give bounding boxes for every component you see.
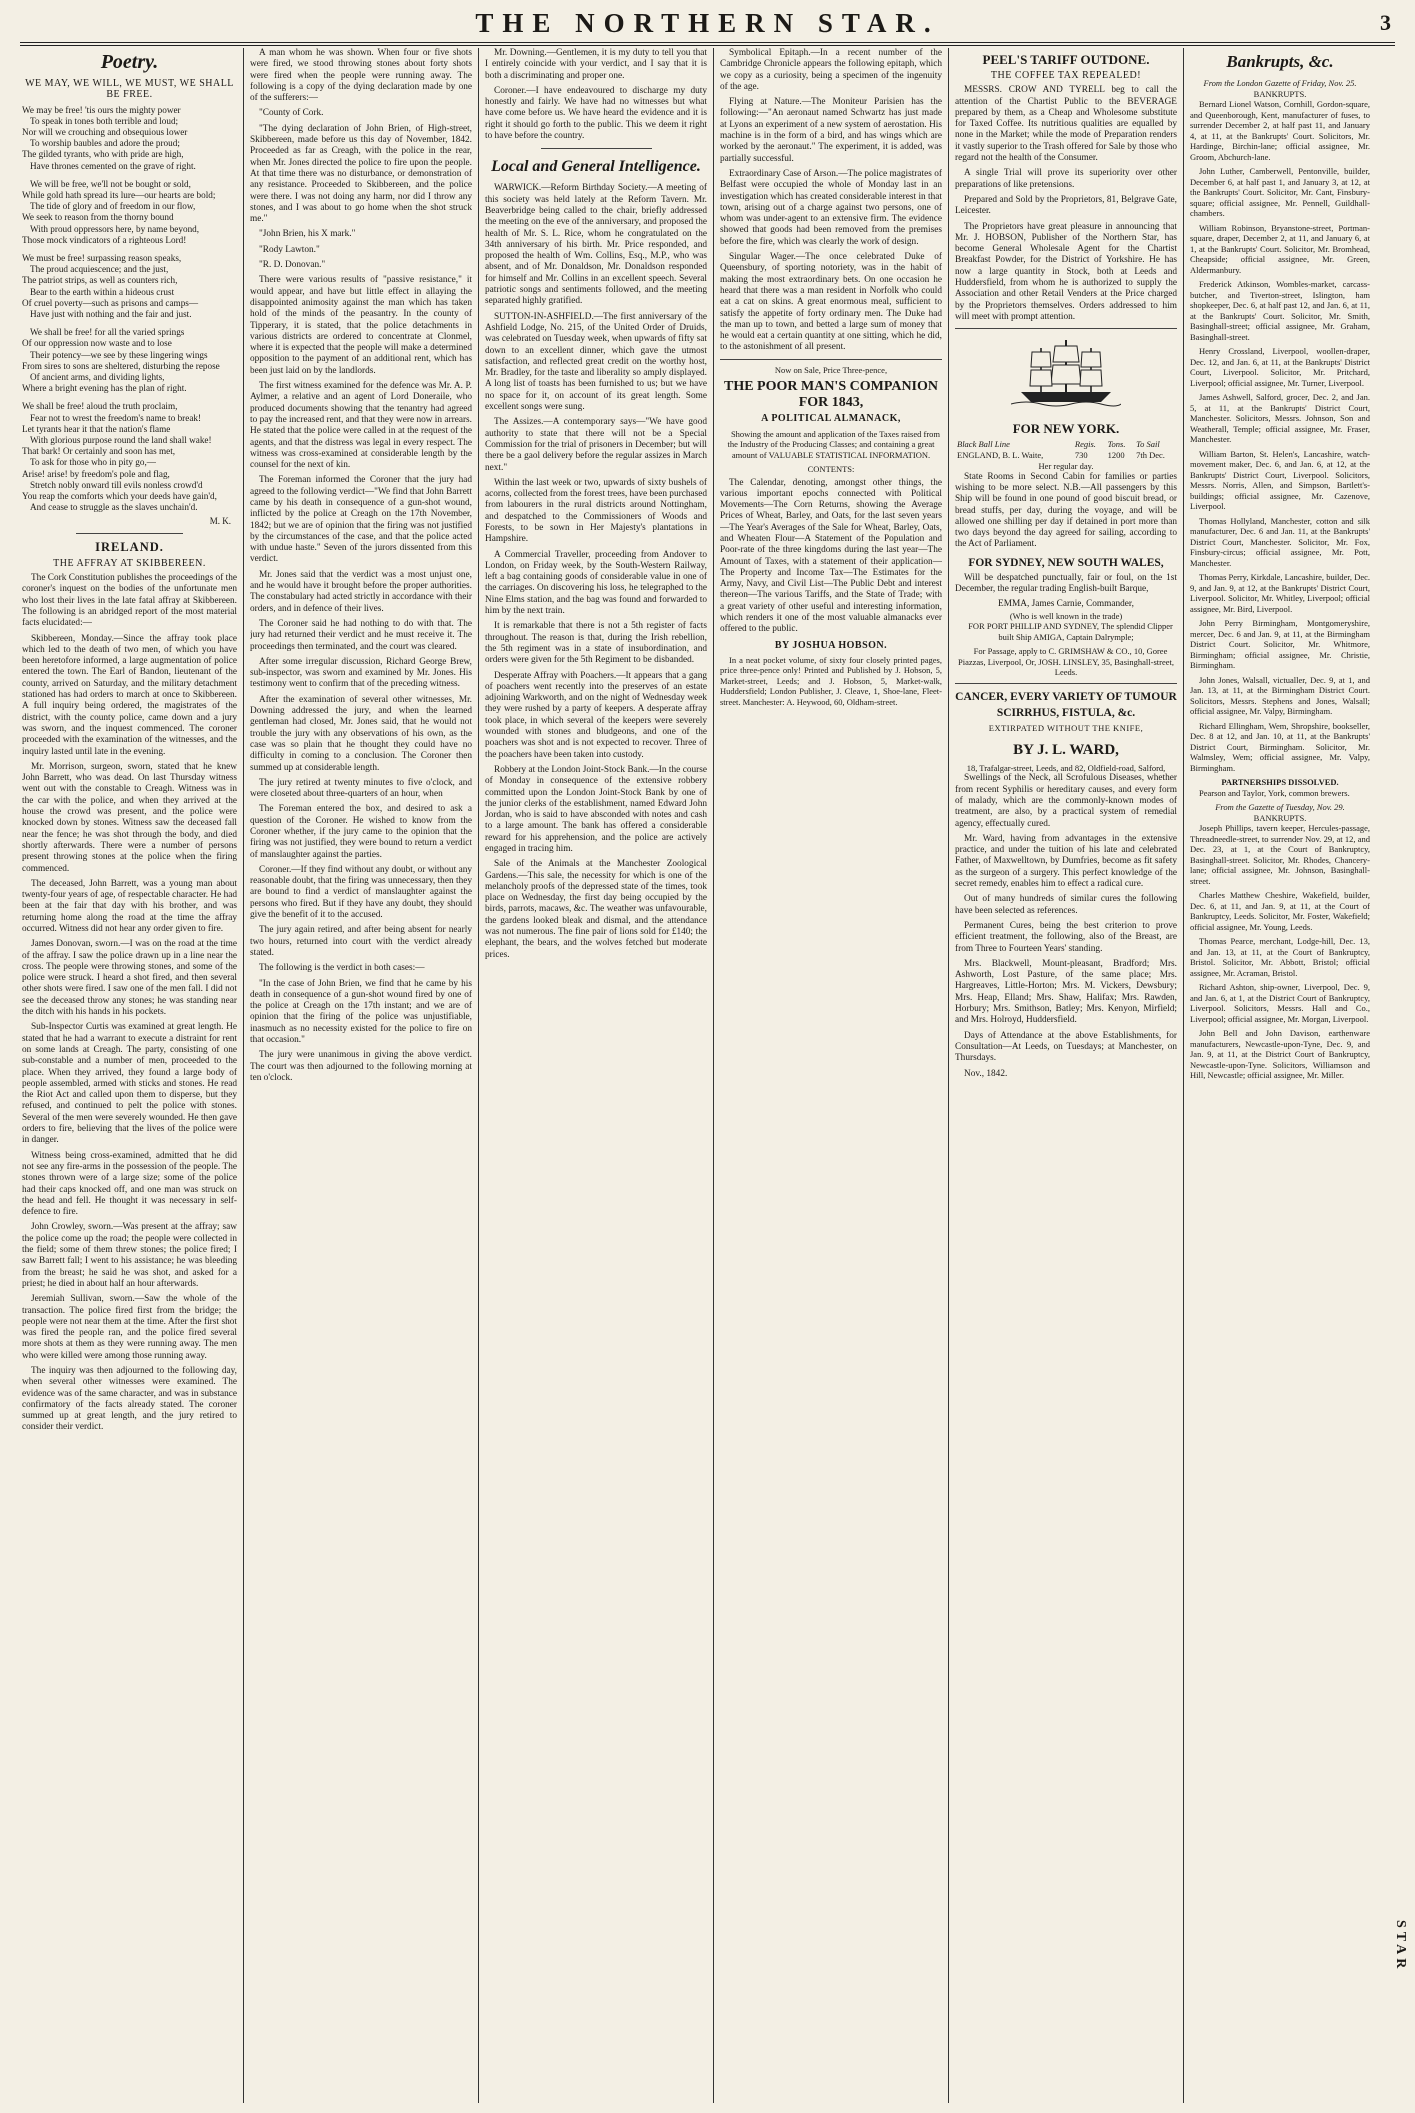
gazette-date-2: From the Gazette of Tuesday, Nov. 29. — [1215, 802, 1345, 812]
paragraph: Joseph Phillips, tavern keeper, Hercules-passage, Threadneedle-street, to surrender Nov. 29, at 12, and Dec. 23, at 1, at the Court of Bankruptcy, Basinghall-street. Solicitor, Mr. Rhodes, Chancery-lane; official assignee, Mr. Johnson, Basinghall-street. — [1190, 823, 1370, 886]
bankrupts-heading: Bankrupts, &c. — [1226, 52, 1334, 71]
paragraph: The Foreman entered the box, and desired to ask a question of the Coroner. He wished to know from the Coroner whether, if the jury came to the opinion that the firing was not justified, they were bound to return a verdict of manslaughter against the parties. — [250, 804, 472, 860]
poem-line: And cease to struggle as the slaves unchain'd. — [30, 502, 198, 513]
newspaper-title: THE NORTHERN STAR. — [475, 8, 940, 38]
paragraph: John Jones, Walsall, victualler, Dec. 9, at 1, and Jan. 13, at 11, at the Birmingham District Court. Solicitors, Messrs. Stephens and Jones, Walsall; official assignee, Mr. Valpy, Birmingham. — [1190, 674, 1370, 716]
paragraph: Flying at Nature.—The Moniteur Parisien has the following:—"An aeronaut named Schwartz has just made at Lyons an experiment of a new system of aerostation. His machine is in the form of a bird, and has wings which are worked by the aeronaut." The experiment, it is added, was partially successful. — [720, 97, 942, 164]
paragraph: The Coroner said he had nothing to do with that. The jury had returned their verdict and he must receive it. The proceedings then terminated, and the court was cleared. — [250, 618, 472, 652]
contents-label: CONTENTS: — [807, 464, 855, 475]
ship-paragraph: State Rooms in Second Cabin for families or parties wishing to be more select. N.B.—All passengers by this Ship will be found in one pound of good biscuit bread, or bread stuffs, per day, during the voyage, and will be allowed one shilling per day if detained in port more than two days beyond the day agreed for sailing, according to the Act of Parliament. — [955, 471, 1177, 550]
paragraph: Mr. Downing.—Gentlemen, it is my duty to tell you that I entirely coincide with your verdict, and I say that it is both a discriminating and proper one. — [485, 48, 707, 81]
paragraph: "Rody Lawton." — [259, 244, 320, 255]
paragraph: Thomas Pearce, merchant, Lodge-hill, Dec. 13, and Jan. 13, at 11, at the Court of Bankruptcy, Bristol. Solicitor, Mr. Abbott, Bristol; official assignee, Mr. Acraman, Bristol. — [1190, 936, 1370, 978]
column-divider — [948, 48, 949, 2103]
paragraph: The Proprietors have great pleasure in announcing that Mr. J. HOBSON, Publisher of the Northern Star, has become General Wholesale Agent for the Chartist Breakfast Powder, for the District of Yorkshire. He has now a large quantity in Stock, both at Leeds and Huddersfield, from whom he is authorized to supply the Association and other Retail Venders at the Price charged by the Proprietors themselves. Orders addressed to him will meet with prompt attention. — [955, 221, 1177, 322]
poem-line: To ask for those who in pity go,— — [30, 457, 156, 468]
poem-line: Bear to the earth within a hideous crust — [30, 286, 175, 297]
paragraph: Thomas Hollyland, Manchester, cotton and silk manufacturer, Dec. 6 and Jan. 11, at the Bankrupts' District Court, Manchester. Solicitor, Mr. Fox, Finsbury-circus; official assignee, Mr. Pott, Manchester. — [1190, 515, 1370, 568]
paragraph: Thomas Perry, Kirkdale, Lancashire, builder, Dec. 9, and Jan. 9, at 12, at the Bankrupts' District Court, Liverpool. Solicitor, Mr. Whitley, Liverpool; official assignee, Mr. Bird, Liverpool. — [1190, 572, 1370, 614]
paragraph: Robbery at the London Joint-Stock Bank.—In the course of Monday in consequence of the extensive robbery committed upon the London Joint-Stock Bank by one of the junior clerks of the establishment, named Edward John Jordan, who is said to have absconded with notes and cash to a large amount. The bank has offered a considerable reward for his apprehension, and the police are actively engaged in tracing him. — [485, 764, 707, 854]
paragraph: William Barton, St. Helen's, Lancashire, watch-movement maker, Dec. 6, and Jan. 6, at 12, at the Bankrupts' District Court, Liverpool. Solicitors, Messrs. Norris, Allen, and Simpson, Bartlett's-buildings; official assignee, Mr. Cazenove, Liverpool. — [1190, 448, 1370, 511]
paragraph: Mr. Jones said that the verdict was a most unjust one, and he would have it brought before the proper authorities. The constabulary had acted strictly in accordance with their orders, and in defence of their lives. — [250, 569, 472, 614]
almanack-title: THE POOR MAN'S COMPANION FOR 1843, — [723, 379, 938, 411]
bankrupts-section-2: BANKRUPTS. — [1253, 812, 1307, 823]
poem-line: We may be free! 'tis ours the mighty power — [22, 104, 181, 115]
poem-line: To worship baubles and adore the proud; — [30, 138, 180, 149]
paragraph: Permanent Cures, being the best criterion to prove efficient treatment, the following, also of the Breast, are from Three to Fourteen Years' standing. — [955, 920, 1177, 954]
article-heading-affray: THE AFFRAY AT SKIBBEREEN. — [53, 557, 206, 569]
sydney-heading: FOR SYDNEY, NEW SOUTH WALES, — [968, 556, 1164, 569]
bankrupts-list-1 — [1190, 99, 1370, 773]
paragraph: The Foreman informed the Coroner that the jury had agreed to the following verdict—"We find that John Barrett came by his death in consequence of a gun-shot wound, inflicted by the police at Creagh on the 17th November, 1842; but we are of opinion that the firing was not justified by the circumstances of the case, and that the police acted with undue haste." Seven of the jurors dissented from this verdict. — [250, 475, 472, 565]
tariff-advert — [955, 85, 1177, 323]
paragraph: Swellings of the Neck, all Scrofulous Diseases, whether from recent Syphilis or hereditary causes, and every form of malady, which are the commonly-known modes of treatment, are also, by a practical system of remedial agency, effectually cured. — [955, 773, 1177, 829]
poem-title: WE MAY, WE WILL, WE MUST, WE SHALL BE FREE. — [25, 78, 234, 101]
sailing-table — [955, 439, 1177, 462]
paragraph: Out of many hundreds of similar cures the following have been selected as references. — [955, 894, 1177, 916]
paragraph: John Crowley, sworn.—Was present at the affray; saw the police come up the road; the people were collected in the field; some of them threw stones; the police fired; I saw Barrett fall; I went to his assistance; he was bleeding from the breast; he said he was shot, and asked for a priest; he died in about half an hour afterwards. — [22, 1222, 237, 1289]
paragraph: Jeremiah Sullivan, sworn.—Saw the whole of the transaction. The police fired first from the bridge; the people were not near them at the time. After the first shot was fired the people ran, and the police fired several more shots at them as they were running away. The men who were killed were among those running away. — [22, 1294, 237, 1361]
paragraph: Coroner.—If they find without any doubt, or without any reasonable doubt, that the firing was unnecessary, then they are bound to find a verdict of manslaughter against the persons who fired. But if they have any doubt, they should give the benefit of it to the accused. — [250, 864, 472, 921]
divider — [76, 533, 184, 534]
paragraph: Desperate Affray with Poachers.—It appears that a gang of poachers went recently into the preserves of an estate adjoining Warkworth, and on the night of Wednesday week they were rushed by a party of keepers. A desperate affray took place, in which several of the keepers were severely wounded with stones and bludgeons, and one of the poachers was shot and is not expected to recover. Three of the poachers have been taken into custody. — [485, 670, 707, 760]
poem-line: Have thrones cemented on the grave of right. — [30, 160, 196, 171]
page-edge-text: STAR — [1393, 1920, 1408, 1973]
divider — [720, 359, 942, 360]
column-4 — [720, 48, 942, 2103]
paragraph: MESSRS. CROW AND TYRELL beg to call the attention of the Chartist Public to the BEVERAGE prepared by them, as a Cheap and Wholesome substitute for Taxed Coffee. Its nutritious qualities are equalled by none in the Market; while the mode of Preparation renders it vastly superior to the Trash offered for Sale by those who regard not the health of the Consumer. — [955, 85, 1177, 164]
stanza-break — [22, 320, 237, 327]
paragraph: "In the case of John Brien, we find that he came by his death in consequence of a gun-shot wound fired by one of the police at Creagh on the 17th instant; and we are of opinion that the firing of the police was unjustifiable, inasmuch as no necessity existed for the police to fire on that occasion." — [250, 978, 472, 1046]
paragraph: Frederick Atkinson, Wombles-market, carcass-butcher, and Tiverton-street, Islington, ham shopkeeper, Dec. 6, at half past 12, and Jan. 6, at 11, at the Bankrupts' Court. Solicitor, Mr. Smith, Basinghall-street; official assignee, Mr. Graham, Basinghall-street. — [1190, 279, 1370, 342]
paragraph: "John Brien, his X mark." — [259, 229, 356, 240]
paragraph: Extraordinary Case of Arson.—The police magistrates of Belfast were occupied the whole of Monday last in an investigation which has created considerable interest in that town, arising out of a charge against two persons, one of whom was under-agent to an extensive firm. The evidence showed that goods had been removed from the premises before the fire, which was clearly the work of design. — [720, 168, 942, 247]
poem-line: Have just with nothing and the fair and just. — [30, 309, 192, 320]
paragraph: The jury were unanimous in giving the above verdict. The court was then adjourned to the following morning at ten o'clock. — [250, 1050, 472, 1083]
column-divider — [478, 48, 479, 2103]
local-news-body — [485, 183, 707, 961]
passage-contacts: For Passage, apply to C. GRIMSHAW & CO., 10, Goree Piazzas, Liverpool, Or, JOSH. LINSLEY, 35, Basinghall-street, Leeds. — [958, 646, 1174, 678]
ship-name: ENGLAND, B. L. Waite, — [957, 449, 1044, 460]
poem-line: Fear not to wrest the freedom's name to break! — [30, 412, 202, 423]
paragraph: "County of Cork. — [259, 108, 324, 119]
paragraph: The jury again retired, and after being absent for nearly two hours, returned into court with the verdict already stated. — [250, 925, 472, 958]
cancer-address: 18, Trafalgar-street, Leeds, and 82, Oldfield-road, Salford, — [966, 762, 1166, 773]
divider — [955, 683, 1177, 684]
paragraph: Charles Matthew Cheshire, Wakefield, builder, Dec. 6, at 11, and Jan. 9, at 11, at the Court of Bankruptcy, Leeds. Solicitor, Mr. Foster, Wakefield; official assignee, Mr. Young, Leeds. — [1190, 890, 1370, 932]
ship-note: Her regular day. — [1038, 461, 1094, 472]
emma-ship: EMMA, James Carnie, Commander, — [998, 599, 1134, 610]
paragraph: John Luther, Camberwell, Pentonville, builder, December 6, at half past 1, and January 3, at 12, at the Bankrupts' Court. Solicitor, Mr. Cant, Finsbury-square; official assignee, Mr. Pennell, Guildhall-chambers. — [1190, 166, 1370, 218]
paragraph: Richard Ashton, ship-owner, Liverpool, Dec. 9, and Jan. 6, at 1, at the District Court of Bankruptcy, Liverpool. Solicitors, Messrs. Hall and Co., Liverpool; official assignee, Mr. Morgan, Liverpool. — [1190, 982, 1370, 1024]
paragraph: A man whom he was shown. When four or five shots were fired, we stood throwing stones about forty shots were fired when the people were running away. The following is a copy of the dying declaration made by one of the sufferers:— — [250, 48, 472, 104]
almanack-footer: In a neat pocket volume, of sixty four closely printed pages, price three-pence only! Printed and Published by J. Hobson, 5, Market-street, Leeds; and J. Hobson, 5, Market-walk, Huddersfield; London Publisher, J. Cleave, 1, Shoe-lane, Fleet-street. Manchester: A. Heywood, 60, Oldham-street. — [720, 654, 942, 707]
poem-line: Their potency—we see by these lingering wings — [30, 349, 208, 360]
poem-line: We shall be free! aloud the truth proclaim, — [22, 401, 178, 412]
almanack-contents: The Calendar, denoting, amongst other things, the various important epochs connected with Political Movements—The Corn Returns, showing the Average Prices of Wheat, Barley, and Oats, for the last seven years—The Year's Averages of the Sale for Wheat, Barley, Oats, and Wheaten Flour—A Statement of the Population and Poor-rate of the three kingdoms during the last year—The Amount of Taxes, with a statement of their application—The Property and Income Tax—The Estimates for the Army, Navy, and Civil List—The Public Debt and interest thereon—The various Tariffs, and the State of Trade; with a great variety of other useful and interesting information, which renders it one of the most valuable almanacks ever offered to the public. — [720, 477, 942, 635]
paragraph: There were various results of "passive resistance," it would appear, and have but little effect in allaying the disappointed animosity against the man which has taken hold of the minds of the peasantry. In the county of Tipperary, it is stated, that the police detachments in various districts are ordered to concentrate at Clonmel, where it is expected that the people will make a determined opposition to the payment of an additional rent, which has been just laid on by the landlords. — [250, 275, 472, 376]
paragraph: Skibbereen, Monday.—Since the affray took place which led to the death of two men, of which you have been heretofore informed, a large augmentation of police entered the town. The Earl of Bandon, lieutenant of the county, arrived on Saturday, and the military detachment stationed has had orders to march at once to Skibbereen. A full inquiry being ordered, the magistrates of the district, with the county police, came down and a jury was sworn, and the inquest commenced. The coroner proceeded with the examination of the witnesses, and the inquiry lasted until late in the evening. — [22, 633, 237, 757]
paragraph: Mr. Morrison, surgeon, sworn, stated that he knew John Barrett, who was dead. On last Thursday witness went out with the constable to Creagh. Witness was in the car with the police, and when they arrived at the house the crowd was present, and the police were knocked down by stones. Witness saw the deceased fall near the fence; he was shot through the body, and died shortly afterwards. There were a number of persons present throwing stones at the police when the firing commenced. — [22, 761, 237, 874]
gazette-date-1: From the London Gazette of Friday, Nov. 25. — [1203, 78, 1357, 88]
paragraph: WARWICK.—Reform Birthday Society.—A meeting of this society was held lately at the Reform Tavern. Mr. Beaverbridge being called to the chair, briefly addressed the meeting on the eve of the anniversary, and proposed the health of Mr. S. L. Rice, whom he congratulated on the 34th anniversary of his birth. Mr. Price responded, and proposed the health of Wm. Collins, Esq., M.P., who was absent, and of Mr. Donaldson, Mr. Donaldson responded for himself and Mr. Collins in an excellent speech. Several patriotic songs and sentiments followed, and the meeting separated highly gratified. — [485, 183, 707, 307]
poetry-heading: Poetry. — [100, 51, 159, 73]
paragraph: Mrs. Blackwell, Mount-pleasant, Bradford; Mrs. Ashworth, Lost Pasture, of the same place; Mrs. Hargreaves, Little-Horton; Mrs. M. Vickers, Dewsbury; Mrs. Heap, Elland; Mrs. Shaw, Halifax; Mrs. Rawden, Horbury; Mrs. Smithson, Batley; Mrs. Kenyon, Mirfield; and Mrs. Holroyd, Huddersfield. — [955, 958, 1177, 1026]
paragraph: Sub-Inspector Curtis was examined at great length. He stated that he had a warrant to execute a distraint for rent on some lands at Creagh. The party, consisting of one sub-constable and a number of men, proceeded to the place. When they arrived, they found a large body of people assembled, armed with sticks and stones. He read the Riot Act and called upon them to disperse, but they refused, and continued to pelt the police with stones. Several of the men were severely wounded. He then gave orders to fire, believing that the lives of the police were in danger. — [22, 1022, 237, 1146]
poem-line: Stretch nobly onward till evils nonless crowd'd — [30, 479, 203, 490]
poem-line: Arise! arise! by freedom's pole and flag, — [22, 468, 170, 479]
tariff-heading: PEEL'S TARIFF OUTDONE. — [982, 52, 1150, 67]
poem-line: Of cruel poverty—such as prisons and camps— — [22, 297, 199, 308]
paragraph: A single Trial will prove its superiority over other preparations of like pretensions. — [955, 168, 1177, 190]
paragraph: The Assizes.—A contemporary says—"We have good authority to state that there will not be a Special Commission for the trial of prisoners in December; but will there be a gaol delivery before the regular assizes in March next." — [485, 417, 707, 473]
paragraph: Prepared and Sold by the Proprietors, 81, Belgrave Gate, Leicester. — [955, 194, 1177, 217]
paragraph: "The dying declaration of John Brien, of High-street, Skibbereen, made before us this day of November, 1842. Proceeded as far as Creagh, with the police in the rear, when Mr. Jones directed the police to fire upon the people. At that time there was no disturbance, or demonstration of any resistance. Proceeded to Skibbereen, and the police were there. I was not doing any harm, nor did I throw any stones, and I was about to go home when the shot struck me." — [250, 123, 472, 225]
poem-line: The tide of glory and of freedom in our flow, — [30, 201, 196, 212]
new-york-heading: FOR NEW YORK. — [1012, 420, 1120, 436]
sailing-ship-icon — [1011, 334, 1121, 412]
ship-col-tons: Tons. — [1107, 438, 1126, 449]
paragraph: The deceased, John Barrett, was a young man about twenty-four years of age, of respectable character. He had been at the fair that day with his brother, and was returning home along the road at the time the affray occurred. Witness did not hear any order given to fire. — [22, 878, 237, 934]
stanza-break — [22, 246, 237, 253]
poem-line: The gilded tyrants, who with pride are high, — [22, 149, 184, 160]
ship-reg: 730 — [1074, 449, 1088, 460]
poem-line: While gold hath spread its lure—our hearts are bold; — [22, 190, 216, 201]
tariff-subheading: THE COFFEE TAX REPEALED! — [990, 70, 1142, 81]
divider — [955, 328, 1177, 329]
paragraph: Richard Ellingham, Wem, Shropshire, bookseller, Dec. 8 at 12, and Jan. 10, at 11, at the Bankrupts' District Court, Birmingham. Solicitor, Mr. Walmsley, Wem; official assignee, Mr. Valpy, Birmingham. — [1190, 720, 1370, 773]
almanack-author: BY JOSHUA HOBSON. — [774, 639, 888, 651]
ship-col-reg: Regis. — [1074, 438, 1096, 449]
ship-sail-date: 7th Dec. — [1136, 449, 1165, 460]
cancer-advert-body — [955, 773, 1177, 1079]
paragraph: James Ashwell, Salford, grocer, Dec. 2, and Jan. 5, at 11, at the Bankrupts' District Court, Manchester. Solicitors, Messrs. Johnson, Son and Weatherall, Temple; official assignee, Mr. Fraser, Manchester. — [1190, 392, 1370, 444]
paragraph: The first witness examined for the defence was Mr. A. P. Aylmer, a relative and an agent of Lord Doneraile, who produced documents showing that the tenantry had agreed to pay the increased rent, and that they were now in arrears. He stated that the police were called in at the request of the agents, and that the distress was legal in every respect. The witness was cross-examined at considerable length by the counsel for the next of kin. — [250, 381, 472, 471]
almanack-description: Showing the amount and application of the Taxes raised from the Industry of the Producing Classes; and containing a great amount of VALUABLE STATISTICAL INFORMATION. — [727, 428, 941, 460]
masthead-rule-2 — [20, 45, 1395, 46]
paragraph: SUTTON-IN-ASHFIELD.—The first anniversary of the Ashfield Lodge, No. 215, of the United Order of Druids, was celebrated on Tuesday week, when upwards of fifty sat down to an excellent dinner, which gave the utmost satisfaction, and reflected great credit on the worthy host, Mr. Bradley, for the taste and liberality so amply displayed. A long list of toasts has been furnished to us; but we have no space for it, on account of its great length. Some excellent songs were sung. — [485, 311, 707, 413]
sydney-paragraph: Will be despatched punctually, fair or foul, on the 1st December, the regular trading English-built Barque, — [955, 572, 1177, 594]
poem-line: Of ancient arms, and dividing lights, — [30, 372, 165, 383]
poem-line: With glorious purpose round the land shall wake! — [30, 435, 212, 446]
poem — [22, 105, 237, 514]
cancer-heading: CANCER, EVERY VARIETY OF TUMOUR SCIRRHUS, FISTULA, &c. — [955, 690, 1177, 719]
paragraph: After some irregular discussion, Richard George Brew, sub-inspector, was sworn and examined by Mr. Jones. His testimony went to confirm that of the preceding witness. — [250, 656, 472, 690]
partnerships-text: Pearson and Taylor, York, common brewers. — [1199, 787, 1350, 798]
ship-illustration — [955, 334, 1177, 416]
paragraph: Sale of the Animals at the Manchester Zoological Gardens.—This sale, the necessity for which is one of the melancholy proofs of the depressed state of the times, took place on Wednesday, the first day being occupied by the birds, parrots, macaws, &c. The weather was unfavourable, the gardens looked bleak and dismal, and the attendance was not numerous. The fine pair of lions sold for £140; the elephant, the bears, and the wolves fetched but moderate prices. — [485, 859, 707, 960]
ship-tons: 1200 — [1107, 449, 1125, 460]
paragraph: Singular Wager.—The once celebrated Duke of Queensbury, of sporting notoriety, was in the habit of making the most extraordinary bets. On one occasion he heard that there was a man resident in Norfolk who could eat a cat on skins. A great enormous meal, sufficient to satisfy the appetite of forty ordinary men. The Duke had the man up to town, and betted a large sum of money that he would eat a certain quantity at one sitting, which he did, to the astonishment of all present. — [720, 252, 942, 353]
paragraph: Henry Crossland, Liverpool, woollen-draper, Dec. 12, and Jan. 6, at 11, at the Bankrupts' District Court, Liverpool. Solicitor, Mr. Pritchard, Liverpool; official assignee, Mr. Turner, Liverpool. — [1190, 346, 1370, 388]
poem-line: From sires to sons are sheltered, disturbing the repose — [22, 360, 220, 371]
article-body — [720, 48, 942, 354]
paragraph: A Commercial Traveller, proceeding from Andover to London, on Friday week, by the South-Western Railway, left a bag containing goods of considerable value in one of the carriages. On discovering his loss, he telegraphed to the Nine Elms station, and the bag was found and forwarded to him by the next train. — [485, 549, 707, 617]
poem-line: You reap the comforts which your deeds have gain'd, — [22, 491, 217, 502]
bankrupts-list-2 — [1190, 823, 1370, 1081]
stanza-break — [22, 394, 237, 401]
paragraph: John Perry Birmingham, Montgomeryshire, mercer, Dec. 6 and Jan. 9, at 11, at the Birmingham District Court. Solicitor, Mr. Whitmore, Birmingham; official assignee, Mr. Christie, Birmingham. — [1190, 618, 1370, 670]
poem-line: That bark! Or certainly and soon has met, — [22, 446, 176, 457]
paragraph: Witness being cross-examined, admitted that he did not see any fire-arms in the possession of the people. The stones thrown were of a large size; some of the police had their caps knocked off, and one man was struck on the head and fell. He thought it was necessary in self-defence to fire. — [22, 1150, 237, 1218]
port-phillip: FOR PORT PHILLIP AND SYDNEY, The splendid Clipper built Ship AMIGA, Captain Dalrymple; — [968, 621, 1173, 642]
paragraph: James Donovan, sworn.—I was on the road at the time of the affray. I saw the police drawn up in a line near the cross. The people were throwing stones, and some of the police were struck. I heard a shot fired, and then several other shots were fired. I saw one of the men fall. I did not see the deceased throw any stones; he was standing near the ditch with his hands in his pockets. — [22, 939, 237, 1018]
almanack-intro: Now on Sale, Price Three-pence, — [774, 364, 888, 375]
paragraph: The Cork Constitution publishes the proceedings of the coroner's inquest on the bodies of the unfortunate men who lost their lives in the late fatal affray at Skibbereen. The following is an abridged report of the most material facts elucidated:— — [22, 573, 237, 629]
paragraph: "R. D. Donovan." — [259, 260, 326, 271]
paragraph: William Robinson, Bryanstone-street, Portman-square, draper, December 2, at 11, and January 6, at 1, at the Bankrupts' Court. Solicitor, Mr. Bromhead, Cheapside; official assignee, Mr. Green, Aldermanbury. — [1190, 222, 1370, 275]
column-divider — [713, 48, 714, 2103]
poem-line: Nor will we crouching and obsequious lower — [22, 127, 188, 137]
almanack-subtitle: A POLITICAL ALMANACK, — [761, 413, 901, 425]
poem-line: We must be free! surpassing reason speaks, — [22, 253, 182, 264]
bankrupts-section-1: BANKRUPTS. — [1253, 88, 1307, 99]
ship-col-line: Black Ball Line — [957, 438, 1010, 449]
column-divider — [1183, 48, 1184, 2103]
poem-line: The patriot strips, as well as counters rich, — [22, 275, 178, 286]
emma-note: (Who is well known in the trade) — [1009, 610, 1123, 621]
paragraph: The following is the verdict in both cases:— — [259, 963, 425, 974]
poem-line: With proud oppressors here, by name beyond, — [30, 223, 200, 234]
poem-signature: M. K. — [209, 515, 231, 526]
poem-line: The proud acquiescence; and the just, — [30, 264, 169, 275]
column-5 — [955, 48, 1177, 2103]
paragraph: Bernard Lionel Watson, Cornhill, Gordon-square, and Queenborough, Kent, manufacturer of fuses, to surrender December 2, at half past 11, and January 4, at 11, at the Bankrupts' Court. Solicitors, Mr. Hardinge, Birchin-lane; official assignee, Mr. Groom, Abchurch-lane. — [1190, 99, 1370, 162]
page-number: 3 — [1380, 10, 1391, 35]
poem-line: Those mock vindicators of a righteous Lord! — [22, 234, 187, 245]
paragraph: Nov., 1842. — [964, 1068, 1008, 1079]
paragraph: It is remarkable that there is not a 5th register of facts throughout. The reason is that, during the Irish rebellion, the 5th regiment was in a state of insubordination, and orders were given for the 5th Regiment to be disbanded. — [485, 621, 707, 666]
article-body — [250, 48, 472, 1084]
paragraph: After the examination of several other witnesses, Mr. Downing addressed the jury, and when the learned gentleman had closed, Mr. Jones said, that he would not trouble the jury with any observations of his own, as the case was so plain that he thought they could have no difficulty in coming to a conclusion. The Coroner then summed up at considerable length. — [250, 694, 472, 773]
column-divider — [243, 48, 244, 2103]
paragraph: The inquiry was then adjourned to the following day, when several other witnesses were examined. The evidence was of the same character, and was in substance confirmatory of the facts already stated. The coroner summed up at great length, and the jury retired to consider their verdict. — [22, 1365, 237, 1433]
divider — [541, 148, 652, 149]
poem-line: To speak in tones both terrible and loud; — [30, 115, 179, 126]
poem-line: Of our oppression now waste and to lose — [22, 338, 172, 349]
local-intelligence-heading: Local and General Intelligence. — [491, 158, 701, 176]
section-heading-ireland: IRELAND. — [95, 539, 164, 554]
paragraph: Symbolical Epitaph.—In a recent number of the Cambridge Chronicle appears the following epitaph, which we copy as a curiosity, being a specimen of the ingenuity of the age. — [720, 48, 942, 92]
poem-line: We shall be free! for all the varied springs — [30, 327, 185, 338]
poem-line: We will be free, we'll not be bought or sold, — [30, 178, 191, 189]
cancer-subheading: EXTIRPATED WITHOUT THE KNIFE, — [988, 722, 1144, 733]
paragraph: Within the last week or two, upwards of sixty bushels of acorns, collected from the forest trees, have been purchased from labourers in the rural districts around Nottingham, and despatched to the Commissioners of Woods and Forests, to be sown in Her Majesty's plantations in Hampshire. — [485, 477, 707, 545]
poem-line: We seek to reason from the thorny bound — [22, 212, 174, 223]
masthead — [20, 6, 1395, 42]
paragraph: Mr. Ward, having from advantages in the extensive practice, and under the tuition of his late and celebrated Father, of Maxwelltown, by Dumfries, become as fit safety as the surgeon of a surgery. This perfect knowledge of the secret remedy, enables him to effect a radical cure. — [955, 833, 1177, 890]
article-body — [485, 48, 707, 142]
ship-col-sail: To Sail — [1136, 438, 1160, 449]
paragraph: Days of Attendance at the above Establishments, for Consultation—At Leeds, on Tuesdays; at Manchester, on Thursdays. — [955, 1030, 1177, 1064]
article-body — [22, 573, 237, 1434]
stanza-break — [22, 172, 237, 179]
cancer-by: BY J. L. WARD, — [1013, 741, 1119, 758]
partnerships-heading: PARTNERSHIPS DISSOLVED. — [1221, 777, 1339, 787]
column-2 — [250, 48, 472, 2103]
column-1 — [22, 48, 237, 2103]
paragraph: The jury retired at twenty minutes to five o'clock, and were closeted about three-quarters of an hour, when — [250, 777, 472, 800]
paragraph: Coroner.—I have endeavoured to discharge my duty honestly and fairly. We have had no witnesses but what have come before us. We have heard the evidence and it is right it should go forth to the public. This we deem it right to have before the country. — [485, 85, 707, 142]
poem-line: Where a bright evening has the plan of right. — [22, 383, 187, 394]
masthead-rule — [20, 42, 1395, 43]
poem-line: Let tyrants hear it that the nation's flame — [22, 423, 171, 434]
column-6 — [1190, 48, 1370, 2103]
column-3 — [485, 48, 707, 2103]
paragraph: John Bell and John Davison, earthenware manufacturers, Newcastle-upon-Tyne, Dec. 9, and Jan. 9, at 11, at the District Court of Bankruptcy, Newcastle-upon-Tyne. Solicitors, Williamson and Hill, Newcastle; official assignee, Mr. Miller. — [1190, 1028, 1370, 1080]
